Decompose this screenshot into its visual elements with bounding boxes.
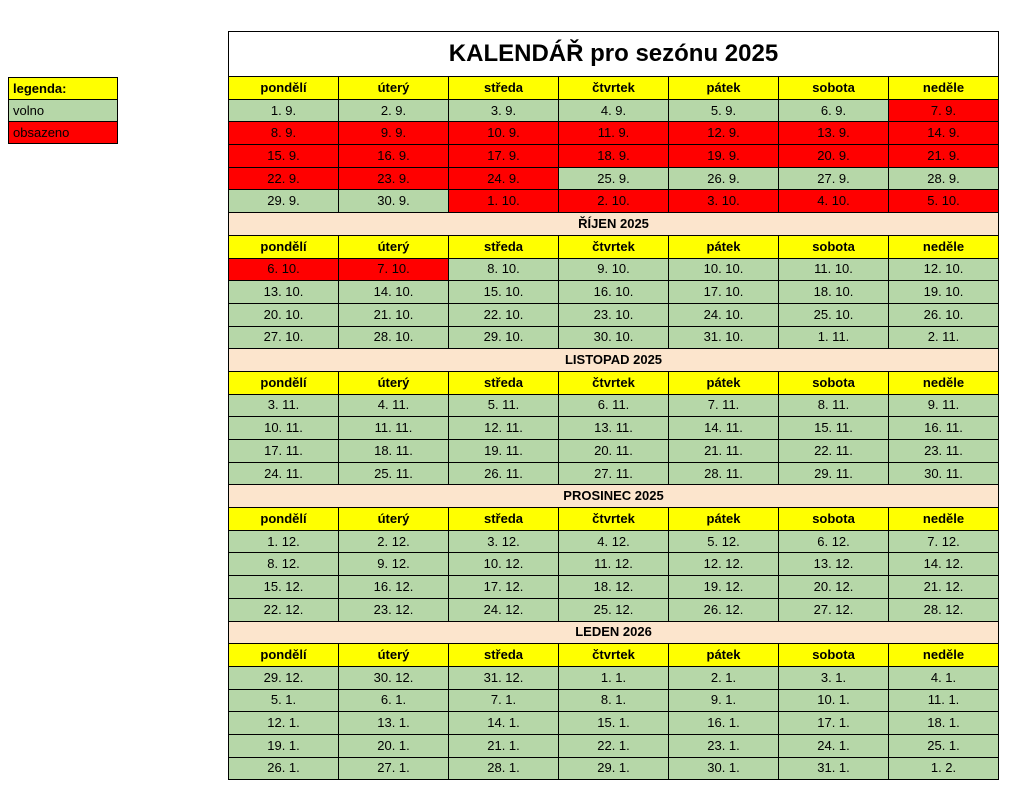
day-cell-free: 24. 12. bbox=[449, 598, 559, 621]
day-cell-free: 15. 10. bbox=[449, 281, 559, 304]
day-cell-free: 10. 11. bbox=[229, 417, 339, 440]
day-cell-free: 12. 10. bbox=[889, 258, 999, 281]
day-cell-free: 1. 2. bbox=[889, 757, 999, 780]
week-row bbox=[229, 303, 999, 326]
day-cell-free: 21. 10. bbox=[339, 303, 449, 326]
weekday-header: středa bbox=[449, 508, 559, 531]
day-cell-free: 8. 12. bbox=[229, 553, 339, 576]
day-cell-free: 8. 10. bbox=[449, 258, 559, 281]
weekday-header: čtvrtek bbox=[559, 508, 669, 531]
day-cell-busy: 23. 9. bbox=[339, 167, 449, 190]
day-cell-free: 31. 12. bbox=[449, 666, 559, 689]
weekday-header-row bbox=[229, 235, 999, 258]
day-cell-free: 9. 12. bbox=[339, 553, 449, 576]
day-cell-free: 13. 12. bbox=[779, 553, 889, 576]
weekday-header: úterý bbox=[339, 371, 449, 394]
weekday-header: čtvrtek bbox=[559, 235, 669, 258]
weekday-header: pondělí bbox=[229, 371, 339, 394]
day-cell-free: 29. 1. bbox=[559, 757, 669, 780]
day-cell-free: 20. 1. bbox=[339, 734, 449, 757]
weekday-header: pondělí bbox=[229, 77, 339, 100]
day-cell-free: 28. 9. bbox=[889, 167, 999, 190]
weekday-header: neděle bbox=[889, 77, 999, 100]
day-cell-free: 29. 10. bbox=[449, 326, 559, 349]
weekday-header: pátek bbox=[669, 371, 779, 394]
weekday-header: sobota bbox=[779, 508, 889, 531]
day-cell-free: 4. 12. bbox=[559, 530, 669, 553]
day-cell-busy: 16. 9. bbox=[339, 145, 449, 168]
day-cell-free: 11. 1. bbox=[889, 689, 999, 712]
month-header: PROSINEC 2025 bbox=[229, 485, 999, 508]
day-cell-free: 27. 11. bbox=[559, 462, 669, 485]
day-cell-free: 16. 12. bbox=[339, 576, 449, 599]
weekday-header-row bbox=[229, 644, 999, 667]
day-cell-free: 12. 11. bbox=[449, 417, 559, 440]
day-cell-busy: 5. 10. bbox=[889, 190, 999, 213]
weekday-header: sobota bbox=[779, 371, 889, 394]
day-cell-free: 7. 11. bbox=[669, 394, 779, 417]
day-cell-free: 3. 1. bbox=[779, 666, 889, 689]
day-cell-free: 28. 10. bbox=[339, 326, 449, 349]
day-cell-free: 6. 9. bbox=[779, 99, 889, 122]
day-cell-free: 22. 1. bbox=[559, 734, 669, 757]
day-cell-free: 10. 12. bbox=[449, 553, 559, 576]
day-cell-free: 16. 1. bbox=[669, 712, 779, 735]
day-cell-free: 15. 1. bbox=[559, 712, 669, 735]
day-cell-free: 11. 12. bbox=[559, 553, 669, 576]
week-row bbox=[229, 757, 999, 780]
day-cell-busy: 10. 9. bbox=[449, 122, 559, 145]
day-cell-busy: 19. 9. bbox=[669, 145, 779, 168]
day-cell-free: 17. 10. bbox=[669, 281, 779, 304]
day-cell-free: 1. 9. bbox=[229, 99, 339, 122]
day-cell-busy: 20. 9. bbox=[779, 145, 889, 168]
day-cell-free: 8. 1. bbox=[559, 689, 669, 712]
weekday-header: neděle bbox=[889, 644, 999, 667]
day-cell-free: 13. 1. bbox=[339, 712, 449, 735]
day-cell-free: 28. 12. bbox=[889, 598, 999, 621]
legend-header: legenda: bbox=[9, 78, 118, 100]
day-cell-free: 15. 11. bbox=[779, 417, 889, 440]
day-cell-free: 7. 1. bbox=[449, 689, 559, 712]
week-row bbox=[229, 598, 999, 621]
day-cell-free: 24. 10. bbox=[669, 303, 779, 326]
week-row bbox=[229, 666, 999, 689]
weekday-header: pátek bbox=[669, 644, 779, 667]
day-cell-free: 16. 11. bbox=[889, 417, 999, 440]
day-cell-busy: 24. 9. bbox=[449, 167, 559, 190]
day-cell-busy: 17. 9. bbox=[449, 145, 559, 168]
day-cell-free: 25. 12. bbox=[559, 598, 669, 621]
day-cell-busy: 18. 9. bbox=[559, 145, 669, 168]
day-cell-busy: 7. 10. bbox=[339, 258, 449, 281]
day-cell-free: 18. 10. bbox=[779, 281, 889, 304]
day-cell-free: 17. 1. bbox=[779, 712, 889, 735]
day-cell-free: 4. 9. bbox=[559, 99, 669, 122]
day-cell-free: 18. 1. bbox=[889, 712, 999, 735]
day-cell-free: 9. 1. bbox=[669, 689, 779, 712]
weekday-header: čtvrtek bbox=[559, 644, 669, 667]
day-cell-free: 19. 11. bbox=[449, 440, 559, 463]
day-cell-free: 10. 1. bbox=[779, 689, 889, 712]
week-row bbox=[229, 530, 999, 553]
day-cell-free: 26. 11. bbox=[449, 462, 559, 485]
day-cell-free: 6. 1. bbox=[339, 689, 449, 712]
day-cell-free: 7. 12. bbox=[889, 530, 999, 553]
month-header: ŘÍJEN 2025 bbox=[229, 213, 999, 236]
day-cell-free: 2. 11. bbox=[889, 326, 999, 349]
weekday-header: neděle bbox=[889, 508, 999, 531]
day-cell-free: 23. 11. bbox=[889, 440, 999, 463]
day-cell-free: 28. 11. bbox=[669, 462, 779, 485]
day-cell-busy: 9. 9. bbox=[339, 122, 449, 145]
day-cell-free: 30. 12. bbox=[339, 666, 449, 689]
day-cell-free: 30. 1. bbox=[669, 757, 779, 780]
week-row bbox=[229, 553, 999, 576]
day-cell-free: 21. 11. bbox=[669, 440, 779, 463]
day-cell-free: 30. 10. bbox=[559, 326, 669, 349]
week-row bbox=[229, 326, 999, 349]
day-cell-free: 8. 11. bbox=[779, 394, 889, 417]
day-cell-free: 29. 9. bbox=[229, 190, 339, 213]
day-cell-free: 30. 9. bbox=[339, 190, 449, 213]
weekday-header: sobota bbox=[779, 77, 889, 100]
day-cell-free: 14. 10. bbox=[339, 281, 449, 304]
day-cell-free: 18. 12. bbox=[559, 576, 669, 599]
day-cell-free: 23. 12. bbox=[339, 598, 449, 621]
day-cell-free: 5. 1. bbox=[229, 689, 339, 712]
day-cell-free: 5. 11. bbox=[449, 394, 559, 417]
week-row bbox=[229, 576, 999, 599]
day-cell-free: 14. 1. bbox=[449, 712, 559, 735]
day-cell-free: 3. 9. bbox=[449, 99, 559, 122]
day-cell-free: 27. 10. bbox=[229, 326, 339, 349]
day-cell-free: 12. 12. bbox=[669, 553, 779, 576]
day-cell-busy: 2. 10. bbox=[559, 190, 669, 213]
week-row bbox=[229, 734, 999, 757]
weekday-header: středa bbox=[449, 371, 559, 394]
week-row bbox=[229, 712, 999, 735]
day-cell-free: 1. 1. bbox=[559, 666, 669, 689]
day-cell-free: 13. 11. bbox=[559, 417, 669, 440]
week-row bbox=[229, 440, 999, 463]
week-row bbox=[229, 394, 999, 417]
day-cell-free: 24. 11. bbox=[229, 462, 339, 485]
day-cell-free: 29. 12. bbox=[229, 666, 339, 689]
week-row bbox=[229, 99, 999, 122]
day-cell-free: 9. 10. bbox=[559, 258, 669, 281]
weekday-header: pátek bbox=[669, 508, 779, 531]
day-cell-free: 27. 12. bbox=[779, 598, 889, 621]
day-cell-free: 26. 1. bbox=[229, 757, 339, 780]
day-cell-busy: 3. 10. bbox=[669, 190, 779, 213]
day-cell-free: 1. 12. bbox=[229, 530, 339, 553]
weekday-header-row bbox=[229, 77, 999, 100]
day-cell-free: 26. 9. bbox=[669, 167, 779, 190]
day-cell-free: 25. 9. bbox=[559, 167, 669, 190]
day-cell-free: 19. 1. bbox=[229, 734, 339, 757]
weekday-header: úterý bbox=[339, 235, 449, 258]
day-cell-free: 20. 10. bbox=[229, 303, 339, 326]
day-cell-free: 17. 11. bbox=[229, 440, 339, 463]
weekday-header-row bbox=[229, 508, 999, 531]
day-cell-free: 31. 10. bbox=[669, 326, 779, 349]
day-cell-free: 22. 11. bbox=[779, 440, 889, 463]
weekday-header: neděle bbox=[889, 371, 999, 394]
month-header: LISTOPAD 2025 bbox=[229, 349, 999, 372]
day-cell-busy: 8. 9. bbox=[229, 122, 339, 145]
day-cell-busy: 12. 9. bbox=[669, 122, 779, 145]
week-row bbox=[229, 258, 999, 281]
weekday-header: středa bbox=[449, 644, 559, 667]
day-cell-free: 18. 11. bbox=[339, 440, 449, 463]
day-cell-free: 30. 11. bbox=[889, 462, 999, 485]
day-cell-free: 5. 9. bbox=[669, 99, 779, 122]
weekday-header: úterý bbox=[339, 77, 449, 100]
weekday-header: úterý bbox=[339, 644, 449, 667]
day-cell-free: 21. 12. bbox=[889, 576, 999, 599]
day-cell-free: 20. 12. bbox=[779, 576, 889, 599]
week-row bbox=[229, 145, 999, 168]
day-cell-free: 1. 11. bbox=[779, 326, 889, 349]
day-cell-free: 21. 1. bbox=[449, 734, 559, 757]
day-cell-free: 2. 12. bbox=[339, 530, 449, 553]
weekday-header: neděle bbox=[889, 235, 999, 258]
day-cell-free: 26. 12. bbox=[669, 598, 779, 621]
weekday-header-row bbox=[229, 371, 999, 394]
day-cell-free: 6. 12. bbox=[779, 530, 889, 553]
day-cell-free: 23. 10. bbox=[559, 303, 669, 326]
day-cell-busy: 1. 10. bbox=[449, 190, 559, 213]
day-cell-free: 20. 11. bbox=[559, 440, 669, 463]
weekday-header: pondělí bbox=[229, 508, 339, 531]
month-header: LEDEN 2026 bbox=[229, 621, 999, 644]
day-cell-busy: 14. 9. bbox=[889, 122, 999, 145]
weekday-header: středa bbox=[449, 235, 559, 258]
week-row bbox=[229, 462, 999, 485]
day-cell-free: 2. 9. bbox=[339, 99, 449, 122]
day-cell-free: 17. 12. bbox=[449, 576, 559, 599]
week-row bbox=[229, 281, 999, 304]
day-cell-busy: 6. 10. bbox=[229, 258, 339, 281]
day-cell-busy: 13. 9. bbox=[779, 122, 889, 145]
calendar-table bbox=[228, 31, 999, 780]
week-row bbox=[229, 417, 999, 440]
weekday-header: pondělí bbox=[229, 235, 339, 258]
day-cell-free: 3. 11. bbox=[229, 394, 339, 417]
week-row bbox=[229, 190, 999, 213]
day-cell-free: 6. 11. bbox=[559, 394, 669, 417]
day-cell-busy: 7. 9. bbox=[889, 99, 999, 122]
day-cell-free: 14. 12. bbox=[889, 553, 999, 576]
day-cell-free: 19. 12. bbox=[669, 576, 779, 599]
weekday-header: čtvrtek bbox=[559, 371, 669, 394]
weekday-header: pátek bbox=[669, 235, 779, 258]
day-cell-busy: 4. 10. bbox=[779, 190, 889, 213]
day-cell-free: 24. 1. bbox=[779, 734, 889, 757]
day-cell-busy: 11. 9. bbox=[559, 122, 669, 145]
weekday-header: čtvrtek bbox=[559, 77, 669, 100]
day-cell-busy: 21. 9. bbox=[889, 145, 999, 168]
day-cell-free: 22. 10. bbox=[449, 303, 559, 326]
weekday-header: úterý bbox=[339, 508, 449, 531]
calendar-title: KALENDÁŘ pro sezónu 2025 bbox=[229, 32, 999, 77]
day-cell-free: 31. 1. bbox=[779, 757, 889, 780]
day-cell-free: 28. 1. bbox=[449, 757, 559, 780]
day-cell-free: 16. 10. bbox=[559, 281, 669, 304]
day-cell-busy: 15. 9. bbox=[229, 145, 339, 168]
day-cell-free: 25. 1. bbox=[889, 734, 999, 757]
day-cell-free: 25. 10. bbox=[779, 303, 889, 326]
weekday-header: pondělí bbox=[229, 644, 339, 667]
day-cell-free: 11. 11. bbox=[339, 417, 449, 440]
day-cell-free: 27. 9. bbox=[779, 167, 889, 190]
day-cell-free: 25. 11. bbox=[339, 462, 449, 485]
day-cell-free: 23. 1. bbox=[669, 734, 779, 757]
legend-busy: obsazeno bbox=[9, 122, 118, 144]
day-cell-free: 26. 10. bbox=[889, 303, 999, 326]
day-cell-free: 2. 1. bbox=[669, 666, 779, 689]
day-cell-free: 11. 10. bbox=[779, 258, 889, 281]
day-cell-free: 27. 1. bbox=[339, 757, 449, 780]
day-cell-free: 29. 11. bbox=[779, 462, 889, 485]
day-cell-free: 14. 11. bbox=[669, 417, 779, 440]
week-row bbox=[229, 122, 999, 145]
day-cell-free: 19. 10. bbox=[889, 281, 999, 304]
day-cell-free: 12. 1. bbox=[229, 712, 339, 735]
week-row bbox=[229, 689, 999, 712]
day-cell-free: 5. 12. bbox=[669, 530, 779, 553]
weekday-header: středa bbox=[449, 77, 559, 100]
day-cell-free: 9. 11. bbox=[889, 394, 999, 417]
day-cell-free: 22. 12. bbox=[229, 598, 339, 621]
day-cell-free: 4. 11. bbox=[339, 394, 449, 417]
day-cell-free: 13. 10. bbox=[229, 281, 339, 304]
weekday-header: pátek bbox=[669, 77, 779, 100]
day-cell-free: 3. 12. bbox=[449, 530, 559, 553]
week-row bbox=[229, 167, 999, 190]
day-cell-busy: 22. 9. bbox=[229, 167, 339, 190]
legend-free: volno bbox=[9, 100, 118, 122]
legend-table bbox=[8, 77, 118, 144]
day-cell-free: 10. 10. bbox=[669, 258, 779, 281]
day-cell-free: 15. 12. bbox=[229, 576, 339, 599]
weekday-header: sobota bbox=[779, 235, 889, 258]
day-cell-free: 4. 1. bbox=[889, 666, 999, 689]
weekday-header: sobota bbox=[779, 644, 889, 667]
